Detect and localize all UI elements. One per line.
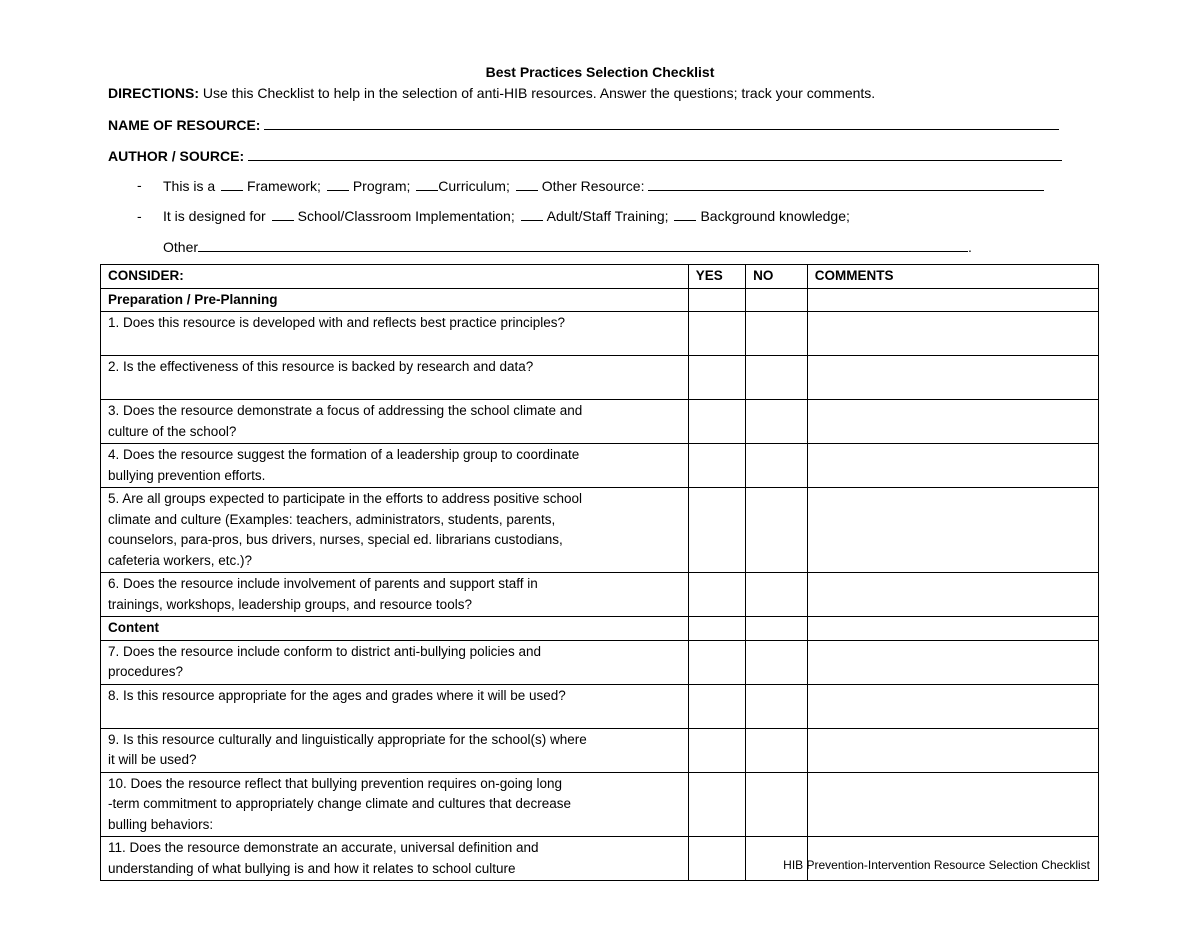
section-row xyxy=(101,617,1099,641)
question-line: culture of the school? xyxy=(108,423,237,439)
other-resource-blank[interactable] xyxy=(516,178,538,191)
comments-cell[interactable] xyxy=(807,356,1098,400)
question-line: 2. Is the effectiveness of this resource is backed by research and data? xyxy=(108,359,534,374)
question-line: it will be used? xyxy=(108,752,197,767)
question-line: climate and culture (Examples: teachers, administrators, students, parents, xyxy=(108,511,556,527)
no-cell[interactable] xyxy=(746,617,808,641)
header-no: NO xyxy=(746,265,808,289)
question-text xyxy=(101,573,689,617)
question-line: 3. Does the resource demonstrate a focus of addressing the school climate and xyxy=(108,403,583,418)
question-row xyxy=(101,400,1099,444)
no-cell[interactable] xyxy=(746,640,808,684)
question-line: bulling behaviors: xyxy=(108,816,214,832)
designed-option: Adult/Staff Training; xyxy=(546,208,669,224)
yes-cell[interactable] xyxy=(688,640,745,684)
yes-cell[interactable] xyxy=(688,684,745,728)
other-field[interactable] xyxy=(198,238,968,252)
school-classroom-blank[interactable] xyxy=(272,208,294,221)
designed-bullet: - xyxy=(137,208,142,224)
question-text xyxy=(101,728,689,772)
comments-cell[interactable] xyxy=(807,640,1098,684)
question-text xyxy=(101,400,689,444)
no-cell[interactable] xyxy=(746,288,808,312)
question-line: 4. Does the resource suggest the formation of a leadership group to coordinate xyxy=(108,447,580,462)
checklist-table xyxy=(100,264,1099,881)
other-line xyxy=(163,238,972,255)
type-option: Curriculum; xyxy=(438,178,510,194)
comments-cell[interactable] xyxy=(807,728,1098,772)
question-text xyxy=(101,312,689,356)
directions-text: Use this Checklist to help in the selection of anti-HIB resources. Answer the questions; track your comments. xyxy=(199,85,876,101)
question-line xyxy=(108,706,681,727)
comments-cell[interactable] xyxy=(807,288,1098,312)
yes-cell[interactable] xyxy=(688,400,745,444)
comments-cell[interactable] xyxy=(807,488,1098,573)
question-line xyxy=(108,378,681,399)
program-blank[interactable] xyxy=(327,178,349,191)
designed-option: Background knowledge; xyxy=(700,208,850,224)
adult-staff-blank[interactable] xyxy=(521,208,543,221)
question-text xyxy=(101,356,689,400)
yes-cell[interactable] xyxy=(688,837,745,881)
other-label: Other xyxy=(163,239,199,255)
header-yes: YES xyxy=(688,265,745,289)
comments-cell[interactable] xyxy=(807,573,1098,617)
question-line: 8. Is this resource appropriate for the ages and grades where it will be used? xyxy=(108,687,566,703)
question-line: 5. Are all groups expected to participate in the efforts to address positive school xyxy=(108,491,583,506)
question-row xyxy=(101,444,1099,488)
other-end: . xyxy=(968,239,972,255)
type-option: Other Resource: xyxy=(541,178,645,194)
question-line: 10. Does the resource reflect that bullying prevention requires on-going long xyxy=(108,775,563,791)
table-header-row xyxy=(101,265,1099,289)
question-line: trainings, workshops, leadership groups, and resource tools? xyxy=(108,596,472,612)
header-consider: CONSIDER: xyxy=(101,265,689,289)
question-line: bullying prevention efforts. xyxy=(108,467,266,483)
no-cell[interactable] xyxy=(746,488,808,573)
yes-cell[interactable] xyxy=(688,356,745,400)
question-row xyxy=(101,684,1099,728)
question-line: cafeteria workers, etc.)? xyxy=(108,552,253,568)
question-row xyxy=(101,772,1099,837)
directions xyxy=(108,85,875,101)
page-footer: HIB Prevention-Intervention Resource Selection Checklist xyxy=(783,858,1090,872)
question-row xyxy=(101,488,1099,573)
designed-option: School/Classroom Implementation; xyxy=(297,208,515,224)
no-cell[interactable] xyxy=(746,312,808,356)
author-source-row xyxy=(108,147,1062,164)
yes-cell[interactable] xyxy=(688,488,745,573)
directions-label: DIRECTIONS: xyxy=(108,85,199,101)
question-line: -term commitment to appropriately change climate and cultures that decrease xyxy=(108,796,571,811)
comments-cell[interactable] xyxy=(807,772,1098,837)
section-title: Preparation / Pre-Planning xyxy=(101,288,689,312)
question-line: 7. Does the resource include conform to district anti-bullying policies and xyxy=(108,643,541,659)
question-line: 11. Does the resource demonstrate an accurate, universal definition and xyxy=(108,840,539,855)
curriculum-blank[interactable] xyxy=(416,178,438,191)
question-row xyxy=(101,573,1099,617)
question-line: understanding of what bullying is and how it relates to school culture xyxy=(108,860,516,876)
type-option: Framework; xyxy=(247,178,321,194)
resource-name-row xyxy=(108,116,1059,133)
other-resource-field[interactable] xyxy=(648,177,1044,191)
section-row xyxy=(101,288,1099,312)
no-cell[interactable] xyxy=(746,444,808,488)
resource-name-label: NAME OF RESOURCE: xyxy=(108,117,261,133)
no-cell[interactable] xyxy=(746,573,808,617)
no-cell[interactable] xyxy=(746,400,808,444)
document-title: Best Practices Selection Checklist xyxy=(485,64,715,80)
section-title: Content xyxy=(101,617,689,641)
question-text xyxy=(101,640,689,684)
question-row xyxy=(101,312,1099,356)
no-cell[interactable] xyxy=(746,728,808,772)
designed-prefix: It is designed for xyxy=(163,208,266,224)
question-text xyxy=(101,772,689,837)
comments-cell[interactable] xyxy=(807,444,1098,488)
framework-blank[interactable] xyxy=(221,178,243,191)
resource-name-field[interactable] xyxy=(264,116,1059,130)
no-cell[interactable] xyxy=(746,772,808,837)
author-source-field[interactable] xyxy=(248,147,1062,161)
question-text xyxy=(101,684,689,728)
background-knowledge-blank[interactable] xyxy=(674,208,696,221)
yes-cell[interactable] xyxy=(688,573,745,617)
question-line: counselors, para-pros, bus drivers, nurses, special ed. librarians custodians, xyxy=(108,532,563,547)
yes-cell[interactable] xyxy=(688,444,745,488)
question-text xyxy=(101,488,689,573)
comments-cell[interactable] xyxy=(807,684,1098,728)
question-row xyxy=(101,356,1099,400)
resource-type-line xyxy=(163,177,1044,194)
author-source-label: AUTHOR / SOURCE: xyxy=(108,148,245,164)
question-line: procedures? xyxy=(108,664,184,679)
yes-cell[interactable] xyxy=(688,288,745,312)
yes-cell[interactable] xyxy=(688,617,745,641)
question-row xyxy=(101,728,1099,772)
no-cell[interactable] xyxy=(746,684,808,728)
question-line: 9. Is this resource culturally and linguistically appropriate for the school(s) where xyxy=(108,731,587,747)
comments-cell[interactable] xyxy=(807,400,1098,444)
type-bullet: - xyxy=(137,177,142,193)
yes-cell[interactable] xyxy=(688,728,745,772)
type-prefix: This is a xyxy=(163,178,216,194)
comments-cell[interactable] xyxy=(807,617,1098,641)
designed-for-line xyxy=(163,208,850,224)
yes-cell[interactable] xyxy=(688,772,745,837)
question-text xyxy=(101,837,689,881)
type-option: Program; xyxy=(352,178,411,194)
comments-cell[interactable] xyxy=(807,312,1098,356)
question-line: 1. Does this resource is developed with and reflects best practice principles? xyxy=(108,315,565,330)
question-line: 6. Does the resource include involvement of parents and support staff in xyxy=(108,576,538,591)
question-row xyxy=(101,640,1099,684)
yes-cell[interactable] xyxy=(688,312,745,356)
question-text xyxy=(101,444,689,488)
question-line xyxy=(108,334,681,355)
header-comments: COMMENTS xyxy=(807,265,1098,289)
no-cell[interactable] xyxy=(746,356,808,400)
